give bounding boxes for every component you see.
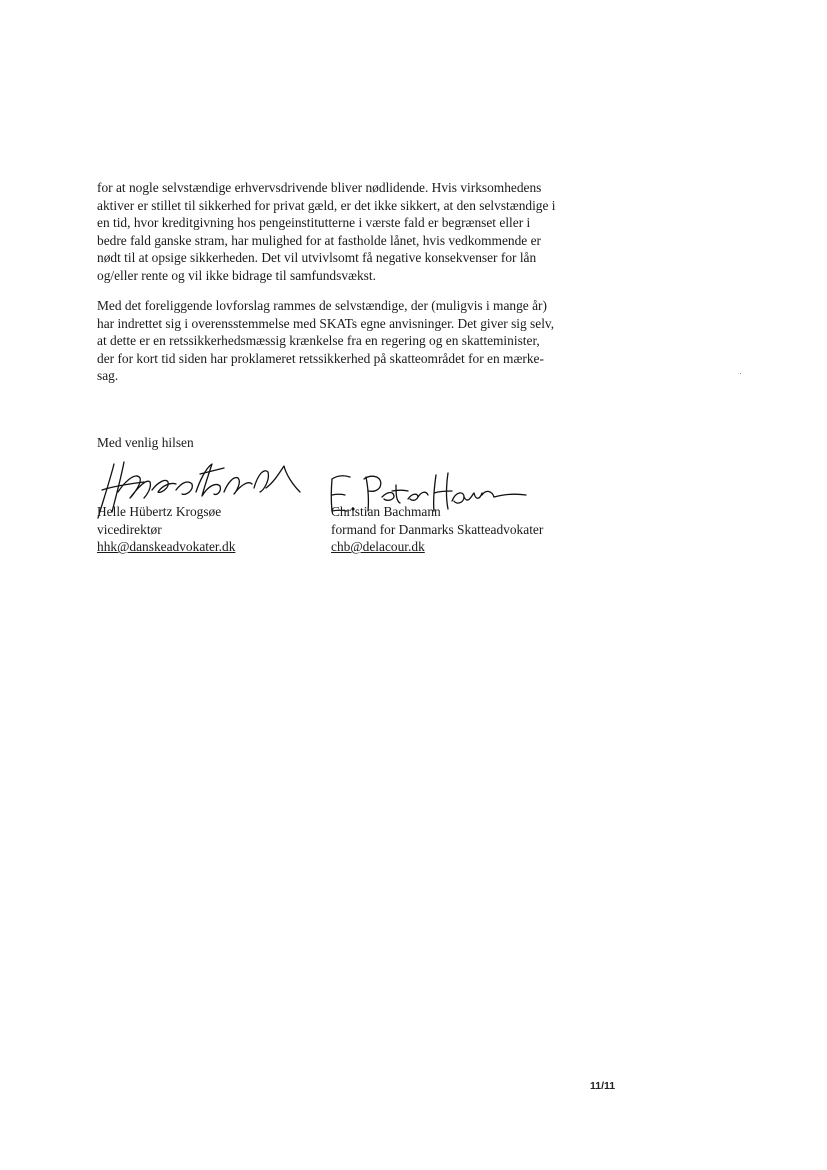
paragraph-line: der for kort tid siden har proklameret retssikkerhed på skatteområdet for en mærke- bbox=[97, 350, 544, 366]
signatory-right bbox=[331, 503, 543, 556]
signatory-title: formand for Danmarks Skatteadvokater bbox=[331, 521, 544, 537]
signatory-left bbox=[97, 503, 235, 556]
body-paragraph-2 bbox=[97, 297, 597, 385]
scan-speck bbox=[740, 373, 741, 374]
paragraph-line: nødt til at opsige sikkerheden. Det vil utvivlsomt få negative konsekvenser for lån bbox=[97, 250, 537, 266]
body-paragraph-1 bbox=[97, 179, 597, 285]
paragraph-line: en tid, hvor kreditgivning hos pengeinstitutterne i værste fald er begrænset eller i bbox=[97, 215, 531, 231]
page-number: 11/11 bbox=[590, 1080, 616, 1092]
signatory-email-link[interactable]: chb@delacour.dk bbox=[331, 539, 425, 555]
paragraph-line: for at nogle selvstændige erhvervsdrivende bliver nødlidende. Hvis virksomhedens bbox=[97, 180, 542, 195]
closing-salutation: Med venlig hilsen bbox=[97, 435, 194, 450]
signatory-title: vicedirektør bbox=[97, 521, 162, 537]
paragraph-line: aktiver er stillet til sikkerhed for privat gæld, er det ikke sikkert, at den selvstændige i bbox=[97, 197, 556, 213]
signatory-name: Christian Bachmann bbox=[331, 504, 441, 519]
paragraph-line: har indrettet sig i overensstemmelse med SKATs egne anvisninger. Det giver sig selv, bbox=[97, 315, 555, 331]
signatory-name: Helle Hübertz Krogsøe bbox=[97, 504, 222, 519]
paragraph-line: at dette er en retssikkerhedsmæssig krænkelse fra en regering og en skatteminister, bbox=[97, 333, 540, 349]
paragraph-line: sag. bbox=[97, 368, 119, 384]
signatory-email-link[interactable]: hhk@danskeadvokater.dk bbox=[97, 539, 236, 555]
paragraph-line: Med det foreliggende lovforslag rammes de selvstændige, der (muligvis i mange år) bbox=[97, 298, 547, 313]
paragraph-line: og/eller rente og vil ikke bidrage til samfundsvækst. bbox=[97, 267, 376, 283]
paragraph-line: bedre fald ganske stram, har mulighed for at fastholde lånet, hvis vedkommende er bbox=[97, 232, 541, 248]
